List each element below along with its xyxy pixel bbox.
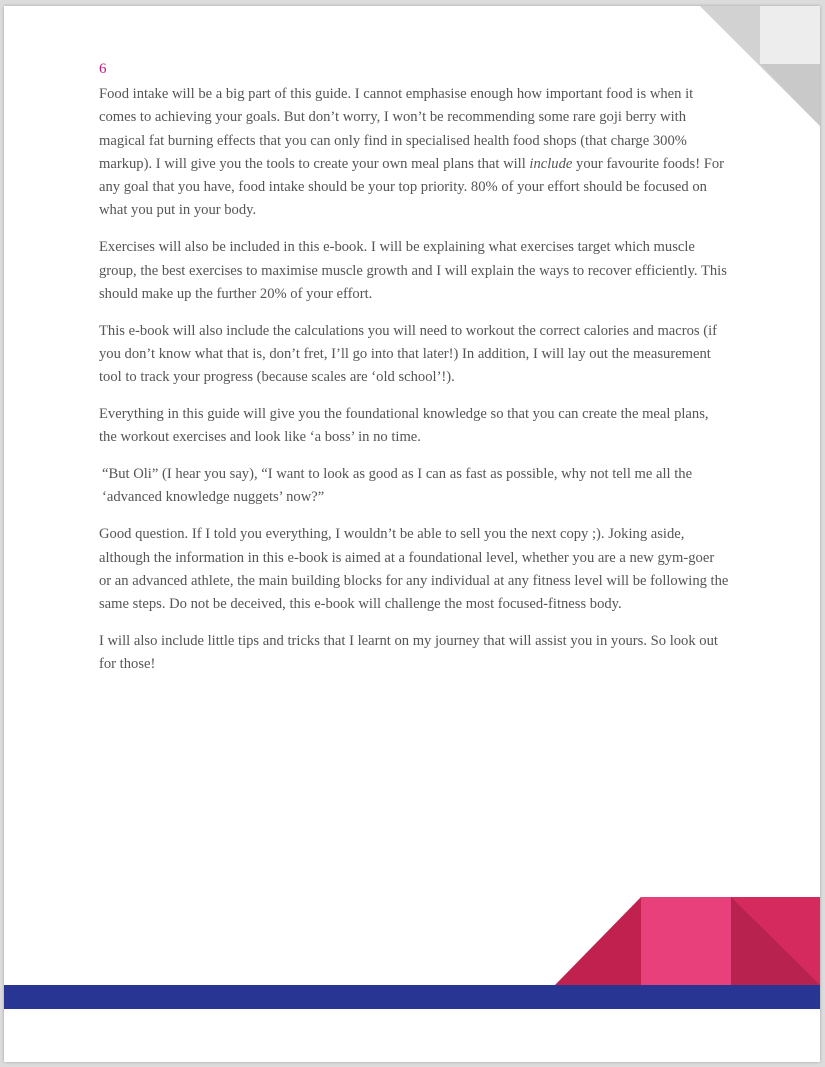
footer-navy-band <box>4 985 820 1009</box>
paragraph-foundational: Everything in this guide will give you the foundational knowledge so that you can create the meal plans, the workout exercises and look like ‘a boss’ in no time. <box>99 406 709 446</box>
paragraph-calculations: This e-book will also include the calculations you will need to workout the correct calories and macros (if you don’t know what that is, don’t fret, I’ll go into that later!) In addition, I will lay out the measurement tool to track your progress (because scales are ‘old school’!). <box>99 322 718 386</box>
corner-square <box>760 6 820 64</box>
page-content <box>99 59 729 690</box>
paragraph-text: your favourite foods! For any goal that you have, food intake should be your top priority. 80% of your effort should be focused on what you put in your body. <box>99 155 724 219</box>
footer-pink-block <box>641 897 731 985</box>
paragraph-quote: “But Oli” (I hear you say), “I want to look as good as I can as fast as possible, why not tell me all the ‘advanced knowledge nuggets’ now?” <box>102 466 693 506</box>
document-page <box>4 6 820 1062</box>
page-number: 6 <box>99 61 107 77</box>
paragraph-exercises: Exercises will also be included in this e-book. I will be explaining what exercises target which muscle group, the best exercises to maximise muscle growth and I will explain the ways to recover efficiently. This should make up the further 20% of your effort. <box>99 239 727 302</box>
paragraph-tips: I will also include little tips and tricks that I learnt on my journey that will assist you in yours. So look out for those! <box>99 632 718 673</box>
footer-triangle-shape <box>555 897 641 985</box>
paragraph-good-question: Good question. If I told you everything, I wouldn’t be able to sell you the next copy ;). Joking aside, although the information in this e-book is aimed at a foundational level, whether you are a new gym-goer or an advanced athlete, the main building blocks for any individual at any fitness level will be following the same steps. Do not be deceived, this e-book will challenge the most focused-fitness body. <box>99 526 729 613</box>
emphasis-text: include <box>529 155 573 172</box>
paragraph-food-intake <box>99 83 729 223</box>
paragraph-text: Food intake will be a big part of this guide. I cannot emphasise enough how important food is when it comes to achieving your goals. But don’t worry, I won’t be recommending some rare goji berry with magical fat burning effects that you can only find in specialised health food shops (that charge 300% markup). I will give you the tools to create your own meal plans that will <box>99 86 694 172</box>
